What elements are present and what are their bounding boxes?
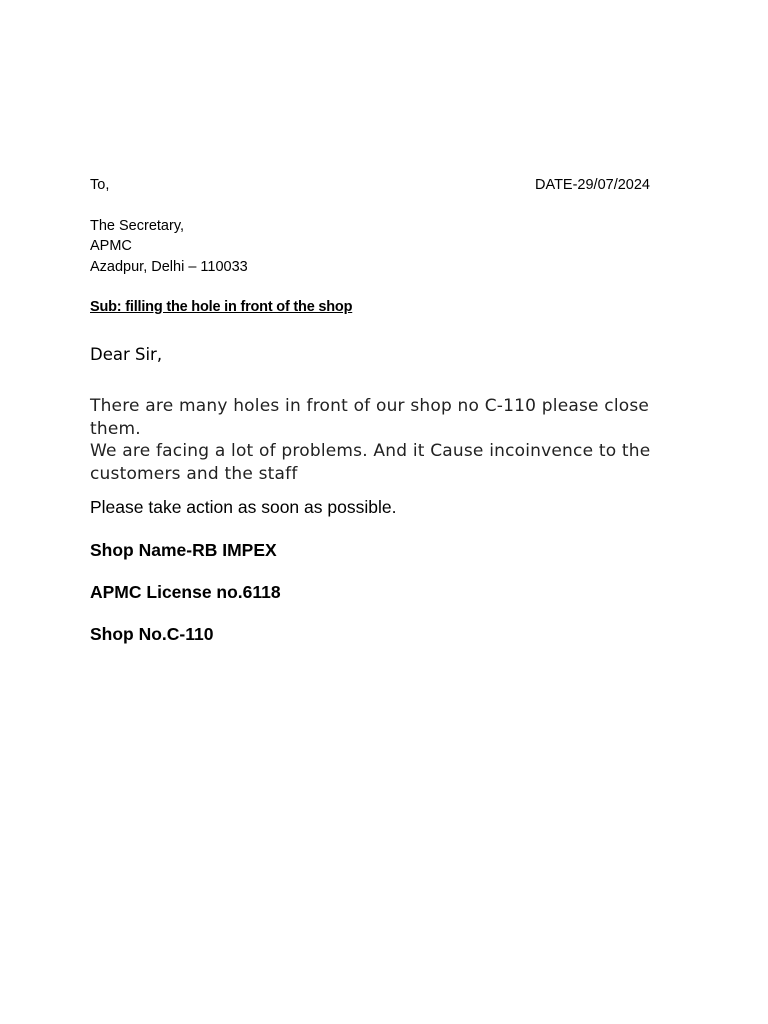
shop-name: Shop Name-RB IMPEX (90, 540, 277, 560)
body-paragraph-2: We are facing a lot of problems. And it Cause incoinvence to the customers and the staff (90, 441, 651, 484)
action-request: Please take action as soon as possible. (90, 497, 397, 517)
shop-number: Shop No.C-110 (90, 624, 214, 644)
license-number: APMC License no.6118 (90, 582, 281, 602)
subject-line: Sub: filling the hole in front of the shop (90, 299, 353, 315)
greeting: Dear Sir, (90, 345, 163, 364)
salutation-to: To, (90, 177, 110, 193)
letter-body (90, 395, 690, 485)
recipient-title: The Secretary, (90, 218, 185, 234)
body-paragraph-1: There are many holes in front of our shop no C-110 please close them. (90, 396, 650, 439)
letter-date: DATE-29/07/2024 (535, 177, 650, 193)
recipient-organization: APMC (90, 238, 132, 254)
recipient-address: Azadpur, Delhi – 110033 (90, 259, 248, 275)
